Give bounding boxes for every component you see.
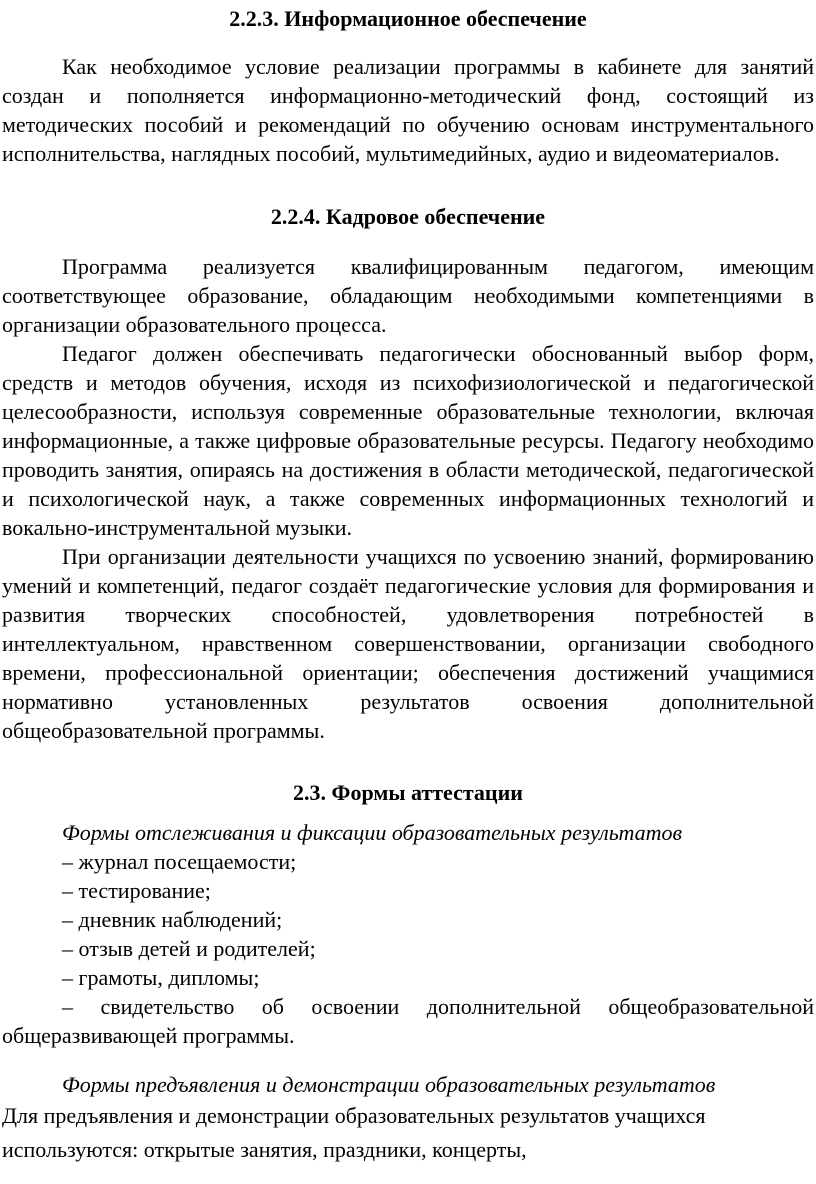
list-item: – свидетельство об освоении дополнительной общеобразовательной общеразвивающей программы. xyxy=(2,994,814,1048)
presentation-block xyxy=(2,1070,814,1167)
presentation-text-line-1: Для предъявления и демонстрации образовательных результатов учащихся xyxy=(2,1103,706,1128)
section-title-info: 2.2.3. Информационное обеспечение xyxy=(229,6,587,31)
section-info xyxy=(2,4,814,33)
tracking-heading: Формы отслеживания и фиксации образовательных результатов xyxy=(62,820,683,845)
paragraph-staff-1: Программа реализуется квалифицированным педагогом, имеющим соответствующее образование, обладающим необходимыми компетенциями в организации образовательного процесса. xyxy=(2,254,814,337)
staff-paragraphs xyxy=(2,252,814,745)
section-attestation xyxy=(2,778,814,807)
section-title-staff: 2.2.4. Кадровое обеспечение xyxy=(270,204,546,229)
tracking-list xyxy=(2,818,814,1050)
list-item: – тестирование; xyxy=(62,878,211,903)
list-item: – дневник наблюдений; xyxy=(62,907,283,932)
list-item: – журнал посещаемости; xyxy=(62,849,297,874)
section-staff xyxy=(2,202,814,231)
presentation-text-line-2: используются: открытые занятия, праздники, концерты, xyxy=(2,1137,527,1162)
paragraph-staff-3: При организации деятельности учащихся по усвоению знаний, формированию умений и компетенций, педагог создаёт педагогические условия для формирования и развития творческих способностей, удовлетворения потребностей в интеллектуальном, нравственном совершенствовании, организации свободного времени, профессиональной ориентации; обеспечения достижений учащимися нормативно установленных результатов освоения дополнительной общеобразовательной программы. xyxy=(2,544,814,743)
list-item: – отзыв детей и родителей; xyxy=(62,936,316,961)
paragraph-staff-2: Педагог должен обеспечивать педагогически обоснованный выбор форм, средств и методов обучения, исходя из психофизиологической и педагогической целесообразности, используя современные образовательные технологии, включая информационные, а также цифровые образовательные ресурсы. Педагогу необходимо проводить занятия, опираясь на достижения в области методической, педагогической и психологической наук, а также современных информационных технологий и вокально-инструментальной музыки. xyxy=(2,341,814,540)
list-item: – грамоты, дипломы; xyxy=(62,965,260,990)
paragraph-info: Как необходимое условие реализации программы в кабинете для занятий создан и пополняется информационно-методический фонд, состоящий из методических пособий и рекомендаций по обучению основам инструментального исполнительства, наглядных пособий, мультимедийных, аудио и видеоматериалов. xyxy=(2,54,814,166)
section-title-attestation: 2.3. Формы аттестации xyxy=(293,780,523,805)
presentation-heading: Формы предъявления и демонстрации образовательных результатов xyxy=(62,1072,716,1097)
